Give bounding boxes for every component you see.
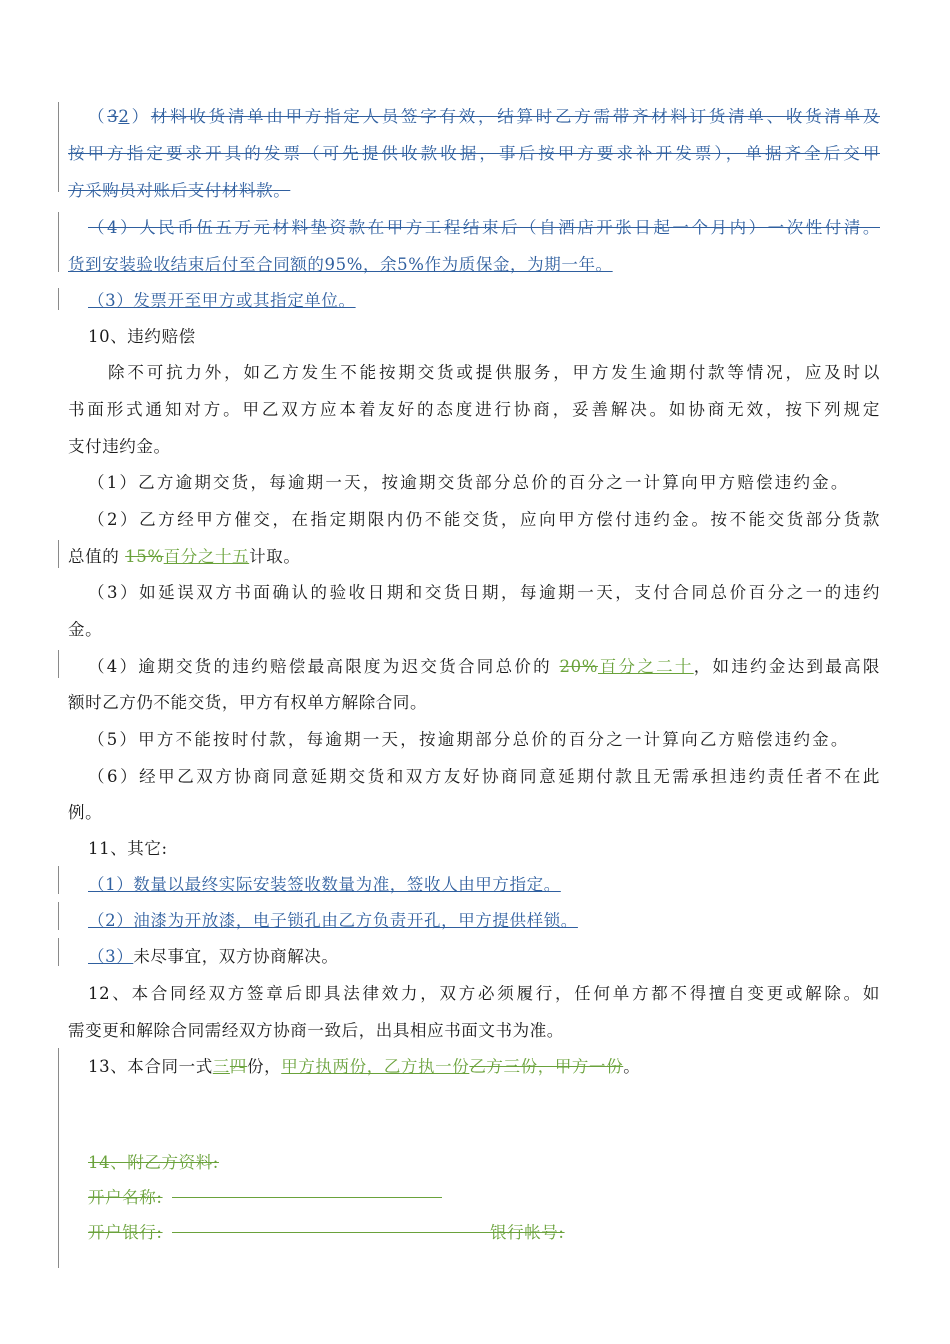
deleted-value: 15% xyxy=(125,547,164,566)
clause-item-continuation: 例。 xyxy=(68,803,103,822)
bank-label: 开户银行: xyxy=(88,1223,163,1242)
deleted-value: 20% xyxy=(559,657,599,676)
paren-open: （ xyxy=(88,107,108,126)
clause-item: （1）乙方逾期交货，每逾期一天，按逾期交货部分总价的百分之一计算向甲方赔偿违约金。 xyxy=(88,473,848,492)
clause-item: （5）甲方不能按时付款，每逾期一天，按逾期部分总价的百分之一计算向乙方赔偿违约金。 xyxy=(88,730,848,749)
deleted-text-line: 方采购员对账后支付材料款。 xyxy=(68,181,291,200)
paren-close: ） xyxy=(129,107,151,126)
inserted-value: 百分之十五 xyxy=(163,547,250,566)
change-bar xyxy=(58,212,59,272)
inserted-number: 2 xyxy=(118,107,130,126)
clause-item: （4）逾期交货的违约赔偿最高限度为迟交货合同总价的 20%百分之二十，如违约金达到最高限 xyxy=(88,657,881,676)
deleted-text-line: 按甲方指定要求开具的发票（可先提供收款收据，事后按甲方要求补开发票），单据齐全后交甲 xyxy=(68,144,880,163)
inserted-value: 百分之二十 xyxy=(598,657,694,676)
section-heading: 11、其它: xyxy=(88,839,168,858)
clause-item-continuation: 金。 xyxy=(68,620,103,639)
account-number-label: 银行帐号: xyxy=(490,1223,565,1242)
deleted-text: 四 xyxy=(229,1057,248,1076)
revision-paragraph-line xyxy=(88,106,880,128)
bank-blank-line xyxy=(172,1232,490,1233)
change-bar xyxy=(58,650,59,678)
paragraph-line: 除不可抗力外，如乙方发生不能按期交货或提供服务，甲方发生逾期付款等情况，应及时以 xyxy=(108,363,880,382)
account-name-label: 开户名称: xyxy=(88,1188,163,1207)
section-heading: 10、违约赔偿 xyxy=(88,327,196,346)
change-bar xyxy=(58,288,59,310)
inserted-text: 三 xyxy=(212,1057,230,1076)
change-bar xyxy=(58,540,59,568)
paragraph-line: 12、本合同经双方签章后即具法律效力，双方必须履行，任何单方都不得擅自变更或解除。如 xyxy=(88,984,880,1003)
change-bar xyxy=(58,902,59,930)
deleted-heading: 14、附乙方资料: xyxy=(88,1153,219,1172)
inserted-text-line: （2）油漆为开放漆，电子锁孔由乙方负责开孔，甲方提供样锁。 xyxy=(88,911,578,930)
change-bar xyxy=(58,1048,59,1268)
paragraph-line: 13、本合同一式三四份，甲方执两份，乙方执一份乙方三份，甲方一份。 xyxy=(88,1057,641,1076)
inserted-text-line: （3）发票开至甲方或其指定单位。 xyxy=(88,291,356,310)
paragraph-line: 支付违约金。 xyxy=(68,437,171,456)
change-bar xyxy=(58,938,59,966)
paragraph-line: 需变更和解除合同需经双方协商一致后，出具相应书面文书为准。 xyxy=(68,1021,564,1040)
clause-item: （3）未尽事宜，双方协商解决。 xyxy=(88,947,339,966)
clause-item: （2）乙方经甲方催交，在指定期限内仍不能交货，应向甲方偿付违约金。按不能交货部分货款 xyxy=(88,510,880,529)
clause-item-continuation: 总值的 15%百分之十五计取。 xyxy=(68,547,301,566)
change-bar xyxy=(58,866,59,894)
clause-item: （6）经甲乙双方协商同意延期交货和双方友好协商同意延期付款且无需承担违约责任者不在此 xyxy=(88,767,880,786)
inserted-number: （3） xyxy=(88,947,134,966)
account-name-blank-line xyxy=(172,1197,442,1198)
deleted-number: 3 xyxy=(107,107,119,126)
inserted-text-line: （1）数量以最终实际安装签收数量为准，签收人由甲方指定。 xyxy=(88,875,561,894)
paragraph-line: 书面形式通知对方。甲乙双方应本着友好的态度进行协商，妥善解决。如协商无效，按下列规定 xyxy=(68,400,880,419)
clause-item-continuation: 额时乙方仍不能交货，甲方有权单方解除合同。 xyxy=(68,693,428,712)
inserted-text-line: 货到安装验收结束后付至合同额的95%，余5%作为质保金，为期一年。 xyxy=(68,255,613,274)
clause-item: （3）如延误双方书面确认的验收日期和交货日期，每逾期一天，支付合同总价百分之一的违约 xyxy=(88,583,880,602)
change-bar xyxy=(58,102,59,192)
deleted-text: 材料收货清单由甲方指定人员签字有效，结算时乙方需带齐材料订货清单、收货清单及 xyxy=(150,107,880,126)
inserted-text: 甲方执两份，乙方执一份 xyxy=(281,1057,470,1076)
deleted-text-line: （4）人民币伍五万元材料垫资款在甲方工程结束后（自酒店开张日起一个月内）一次性付清。 xyxy=(88,218,880,237)
deleted-text: 乙方三份，甲方一份 xyxy=(469,1057,624,1076)
